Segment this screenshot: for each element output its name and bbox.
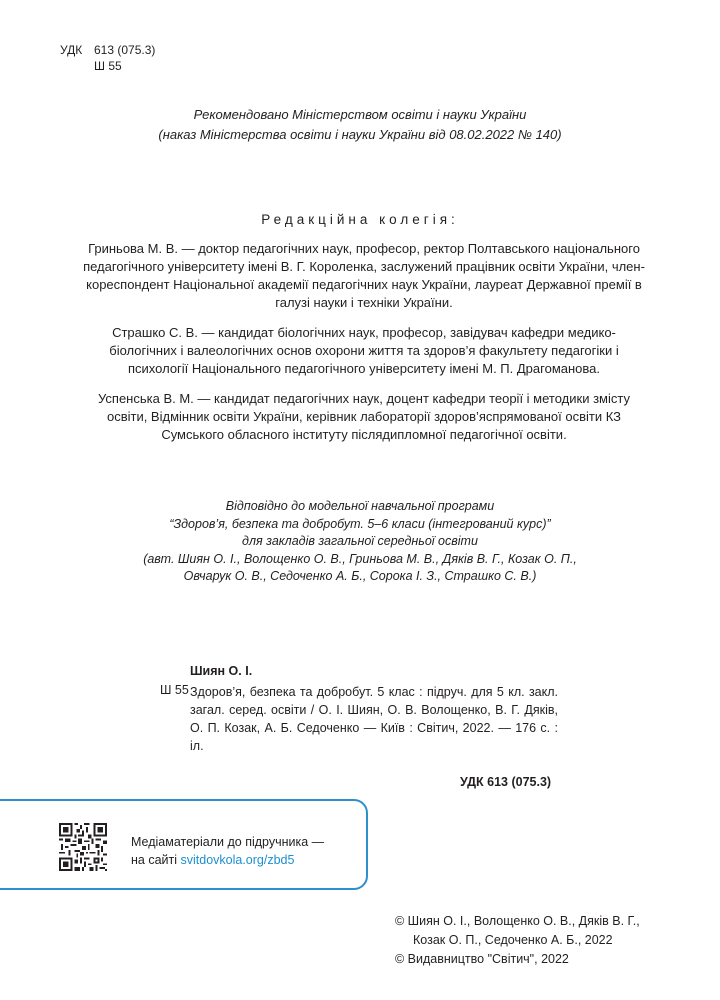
board-member-strashko: Страшко С. В. — кандидат біологічних наук, професор, завідувач кафедри медико-біологічних і валеологічних основ охорони життя та здоров’я факультету педагогіки і психології Національного педагогічного університету імені М. П. Драгоманова. bbox=[109, 325, 619, 376]
catalog-udk: УДК 613 (075.3) bbox=[460, 775, 552, 789]
program-line: для закладів загальної середньої освіти bbox=[242, 534, 478, 548]
media-line: Медіаматеріали до підручника — bbox=[131, 835, 325, 849]
catalog-author: Шиян О. І. bbox=[190, 664, 253, 678]
recommendation-order: (наказ Міністерства освіти і науки України від 08.02.2022 № 140) bbox=[158, 127, 562, 142]
book-index: Ш 55 bbox=[94, 59, 122, 73]
editorial-board-title: Редакційна колегія: bbox=[261, 212, 459, 227]
media-info bbox=[131, 833, 324, 869]
copyright-authors: © Шиян О. І., Волощенко О. В., Дяків В. Г., bbox=[395, 914, 640, 928]
media-link-prefix: на сайті bbox=[131, 853, 181, 867]
catalog-code: Ш 55 bbox=[160, 683, 189, 697]
program-line: Відповідно до модельної навчальної програми bbox=[225, 499, 495, 513]
udk-label: УДК bbox=[60, 43, 83, 57]
board-member-uspenska: Успенська В. М. — кандидат педагогічних наук, доцент кафедри теорії і методики змісту освіти, Відмінник освіти України, керівник лабораторії здоров’яспрямованої освіти КЗ Сумського обласного інституту післядипломної педагогічної освіти. bbox=[98, 391, 630, 442]
udk-value: 613 (075.3) bbox=[94, 43, 156, 57]
qr-code-icon[interactable] bbox=[59, 823, 107, 871]
copyright-authors-cont: Козак О. П., Седоченко А. Б., 2022 bbox=[413, 933, 613, 947]
copyright bbox=[395, 912, 640, 969]
udk-header bbox=[60, 42, 155, 74]
media-link[interactable]: svitdovkola.org/zbd5 bbox=[180, 853, 295, 867]
catalog-description: Здоров’я, безпека та добробут. 5 клас : підруч. для 5 кл. закл. загал. серед. освіти / О. І. Шиян, О. В. Волощенко, В. Г. Дяків, О. П. Козак, А. Б. Седоченко — Київ : Світич, 2022. — 176 с. : іл. bbox=[190, 685, 558, 753]
board-member-hrynova: Гриньова М. В. — доктор педагогічних наук, професор, ректор Полтавського національного педагогічного університету імені В. Г. Короленка, заслужений працівник освіти України, член-кореспондент Національної академії педагогічних наук України, лауреат Державної премії в галузі науки і техніки України. bbox=[83, 241, 645, 310]
recommendation bbox=[0, 105, 720, 145]
program-title: “Здоров’я, безпека та добробут. 5–6 класи (інтегрований курс)” bbox=[169, 516, 551, 531]
program-authors: (авт. Шиян О. І., Волощенко О. В., Гриньова М. В., Дяків В. Г., Козак О. П., bbox=[143, 551, 577, 566]
copyright-publisher: © Видавництво "Світич", 2022 bbox=[395, 952, 569, 966]
program-note bbox=[0, 498, 720, 586]
program-authors: Овчарук О. В., Седоченко А. Б., Сорока І. З., Страшко С. В.) bbox=[183, 569, 537, 583]
recommendation-line: Рекомендовано Міністерством освіти і науки України bbox=[193, 107, 527, 122]
